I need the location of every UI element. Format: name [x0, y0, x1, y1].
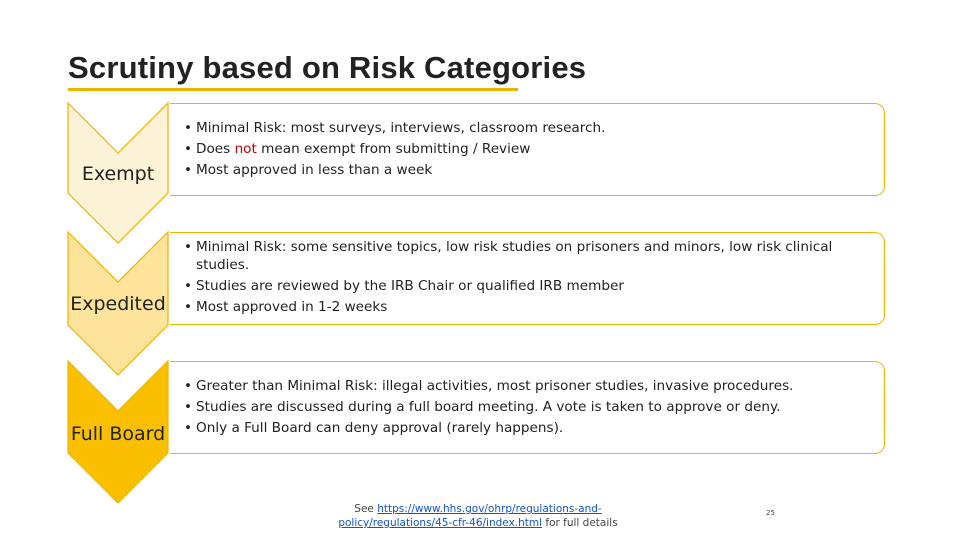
- footnote-suffix: for full details: [542, 517, 618, 529]
- exempt-bullet-3: • Most approved in less than a week: [184, 160, 874, 181]
- exempt-bullet-2-pre: Does: [196, 141, 235, 157]
- page-number: 25: [766, 509, 775, 517]
- exempt-bullet-1: • Minimal Risk: most surveys, interviews, classroom research.: [184, 118, 874, 139]
- exempt-bullets: [184, 118, 874, 181]
- exempt-label: Exempt: [81, 163, 155, 185]
- expedited-bullet-3: • Most approved in 1-2 weeks: [184, 297, 874, 318]
- full-board-label: Full Board: [70, 423, 166, 445]
- expedited-bullet-2: • Studies are reviewed by the IRB Chair or qualified IRB member: [184, 276, 874, 297]
- full-board-bullet-3: • Only a Full Board can deny approval (rarely happens).: [184, 418, 874, 439]
- footnote-prefix: See: [354, 503, 378, 515]
- full-board-bullet-2: • Studies are discussed during a full board meeting. A vote is taken to approve or deny.: [184, 397, 874, 418]
- expedited-bullet-1: • Minimal Risk: some sensitive topics, low risk studies on prisoners and minors, low risk clinical studies.: [184, 238, 874, 276]
- exempt-bullet-2: [184, 139, 874, 160]
- exempt-bullet-2-post: mean exempt from submitting / Review: [256, 141, 531, 157]
- slide-title: Scrutiny based on Risk Categories: [68, 50, 587, 85]
- expedited-bullets: [184, 238, 874, 318]
- expedited-label: Expedited: [70, 293, 166, 315]
- regulations-link[interactable]: https://www.hhs.gov/ohrp/regulations-and-policy/regulations/45-cfr-46/index.html: [338, 503, 602, 529]
- exempt-bullet-2-emphasis: not: [234, 141, 257, 157]
- footnote: [318, 502, 638, 530]
- full-board-bullets: [184, 376, 874, 439]
- full-board-bullet-1: • Greater than Minimal Risk: illegal activities, most prisoner studies, invasive procedures.: [184, 376, 874, 397]
